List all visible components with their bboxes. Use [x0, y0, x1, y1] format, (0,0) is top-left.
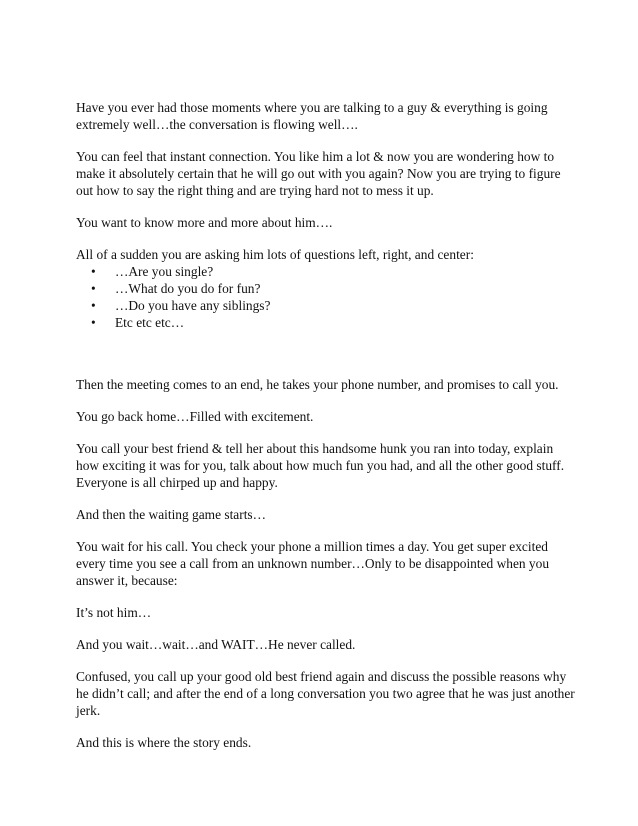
- paragraph-intro: Have you ever had those moments where you are talking to a guy & everything is going extremely well…the conversation is flowing well….: [76, 100, 548, 132]
- paragraph-call-friend: You call your best friend & tell her about this handsome hunk you ran into today, explain how exciting it was for you, talk about how much fun you had, and all the other good stuff. Everyone is all chirped up and happy.: [76, 441, 565, 490]
- bullet-icon: •: [91, 264, 96, 279]
- bullet-icon: •: [91, 315, 96, 330]
- paragraph-questions: All of a sudden you are asking him lots of questions left, right, and center:: [76, 247, 474, 262]
- paragraph-story-ends: And this is where the story ends.: [76, 735, 252, 750]
- paragraph-know-more: You want to know more and more about him….: [76, 215, 333, 230]
- list-item: [76, 280, 576, 297]
- list-item: [76, 297, 576, 314]
- paragraph-confused: Confused, you call up your good old best friend again and discuss the possible reasons why he didn’t call; and after the end of a long conversation you two agree that he was just another jerk.: [76, 669, 575, 718]
- list-item-text: …Are you single?: [115, 264, 214, 279]
- list-item: [76, 314, 576, 331]
- list-item: [76, 263, 576, 280]
- paragraph-not-him: It’s not him…: [76, 605, 152, 620]
- list-item-text: Etc etc etc…: [115, 315, 185, 330]
- spacer: [76, 331, 576, 376]
- list-item-text: …What do you do for fun?: [115, 281, 261, 296]
- paragraph-meeting-ends: Then the meeting comes to an end, he takes your phone number, and promises to call you.: [76, 377, 559, 392]
- paragraph-never-called: And you wait…wait…and WAIT…He never called.: [76, 637, 356, 652]
- paragraph-wait-call: You wait for his call. You check your phone a million times a day. You get super excited every time you see a call from an unknown number…Only to be disappointed when you answer it, because:: [76, 539, 550, 588]
- paragraph-go-home: You go back home…Filled with excitement.: [76, 409, 314, 424]
- question-list: [76, 263, 576, 331]
- bullet-icon: •: [91, 298, 96, 313]
- list-item-text: …Do you have any siblings?: [115, 298, 271, 313]
- paragraph-connection: You can feel that instant connection. You like him a lot & now you are wondering how to make it absolutely certain that he will go out with you again? Now you are trying to figure out how to say the right thing and are trying hard not to mess it up.: [76, 149, 561, 198]
- bullet-icon: •: [91, 281, 96, 296]
- paragraph-waiting-game: And then the waiting game starts…: [76, 507, 267, 522]
- document-page: [76, 99, 576, 766]
